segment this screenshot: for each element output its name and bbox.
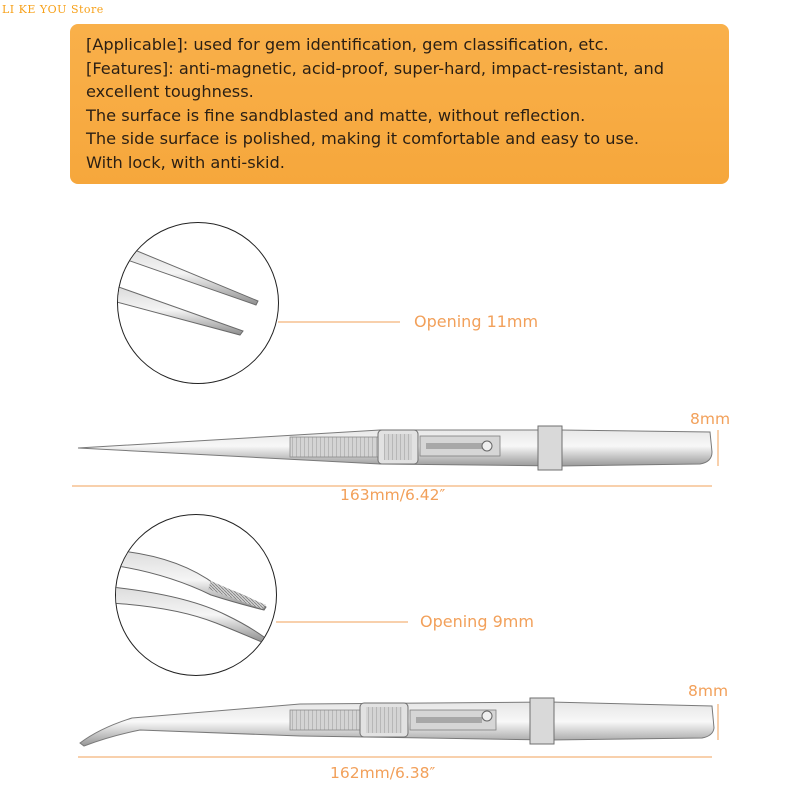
- features-line-cont: excellent toughness.: [86, 82, 254, 102]
- lock-line: With lock, with anti-skid.: [86, 152, 285, 172]
- width-label-2: 8mm: [688, 682, 729, 700]
- length-label-2: 162mm/6.38″: [330, 764, 436, 782]
- width-label-1: 8mm: [690, 410, 731, 428]
- opening-label-2: Opening 9mm: [420, 612, 534, 631]
- features-line: [Features]: anti-magnetic, acid-proof, super-hard, impact-resistant, and: [86, 58, 665, 78]
- surface-line: The surface is fine sandblasted and matte, without reflection.: [86, 105, 586, 125]
- store-watermark: LI KE YOU Store: [2, 3, 104, 16]
- opening-label-1: Opening 11mm: [414, 312, 539, 331]
- length-label-1: 163mm/6.42″: [340, 486, 446, 504]
- side-surface-line: The side surface is polished, making it comfortable and easy to use.: [86, 129, 640, 149]
- applicable-line: [Applicable]: used for gem identification, gem classification, etc.: [86, 35, 609, 54]
